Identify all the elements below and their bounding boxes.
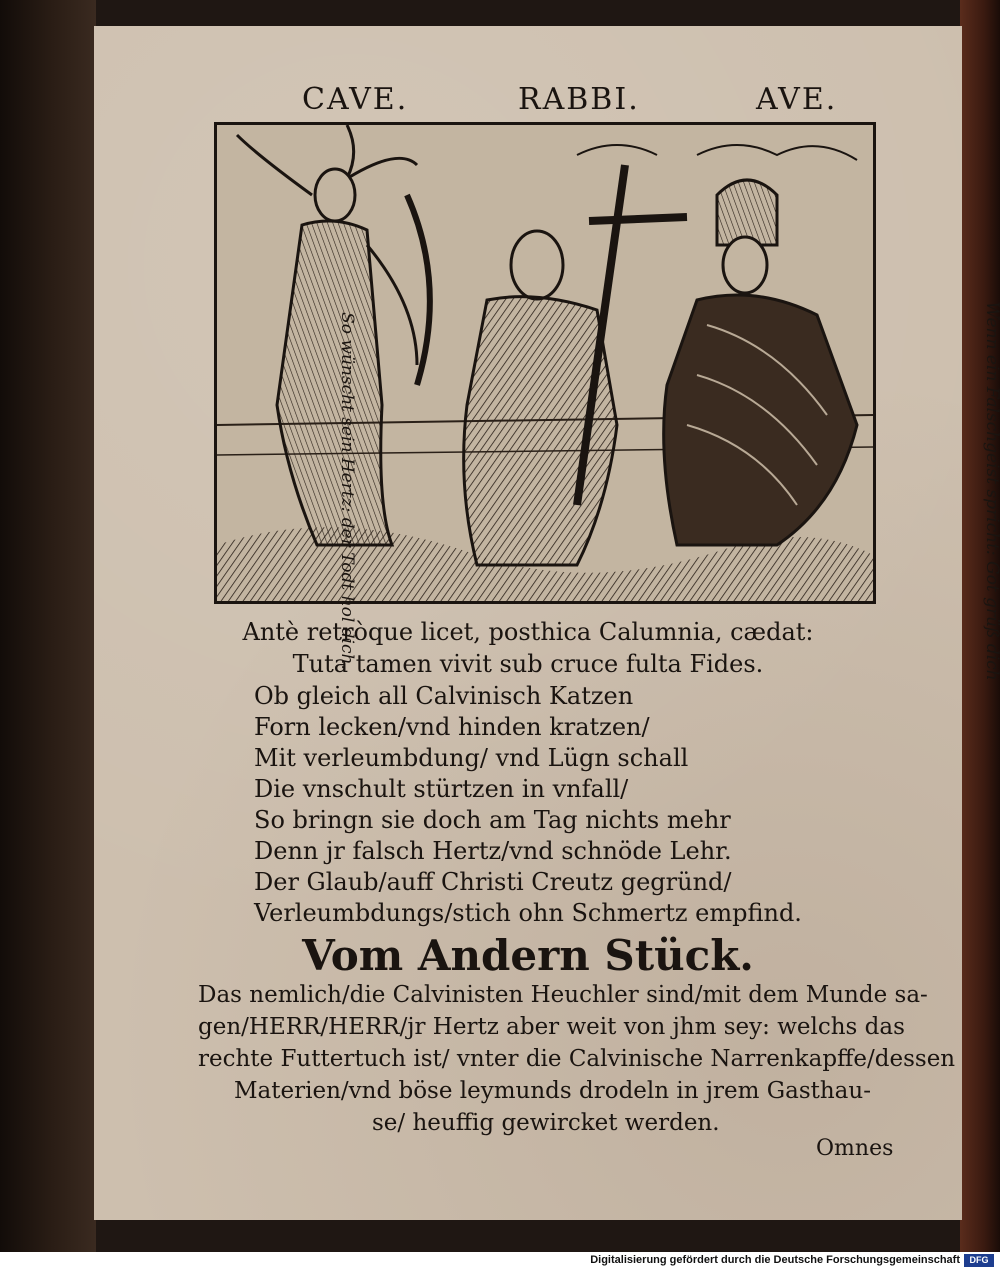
dfg-logo: DFG [964, 1254, 994, 1267]
woodcut-caption-left: So wünscht sein Hertz: der Todt hol dich. [337, 312, 357, 670]
footer-bar [0, 1252, 1000, 1270]
header-left: CAVE. [302, 82, 409, 117]
verse-line-3: Mit verleumbdung/ vnd Lügn schall [254, 744, 689, 772]
section-heading: Vom Andern Stück. [302, 931, 754, 980]
verse-line-5: So bringn sie doch am Tag nichts mehr [254, 806, 731, 834]
verse-line-7: Der Glaub/auff Christi Creutz gegründ/ [254, 868, 732, 896]
prose-line-3: rechte Futtertuch ist/ vnter die Calvinische Narrenkapffe/dessen [198, 1046, 956, 1072]
latin-line-2: Tuta tamen vivit sub cruce fulta Fides. [292, 650, 764, 678]
prose-line-1: Das nemlich/die Calvinisten Heuchler sind/mit dem Munde sa- [198, 982, 928, 1008]
header-right: AVE. [756, 82, 838, 117]
woodcut-caption-right: Wenn ein Falschgeist spricht: Got grüß dich [982, 301, 1002, 681]
book-page [94, 26, 1002, 1220]
verse-line-6: Denn jr falsch Hertz/vnd schnöde Lehr. [254, 837, 732, 865]
verse-line-8: Verleumbdungs/stich ohn Schmertz empfind. [254, 899, 802, 927]
verse-line-1: Ob gleich all Calvinisch Katzen [254, 682, 634, 710]
prose-line-2: gen/HERR/HERR/jr Hertz aber weit von jhm sey: welchs das [198, 1014, 905, 1040]
verse-line-4: Die vnschult stürtzen in vnfall/ [254, 775, 629, 803]
latin-line-1: Antè retròque licet, posthica Calumnia, cædat: [242, 618, 814, 646]
verse-line-2: Forn lecken/vnd hinden kratzen/ [254, 713, 650, 741]
header-center: RABBI. [518, 82, 640, 117]
footer-credit: Digitalisierung gefördert durch die Deutsche Forschungsgemeinschaft [590, 1254, 960, 1266]
book-spine [0, 0, 96, 1252]
prose-line-5: se/ heuffig gewircket werden. [372, 1110, 720, 1136]
prose-line-4: Materien/vnd böse leymunds drodeln in jrem Gasthau- [234, 1078, 871, 1104]
catchword: Omnes [816, 1136, 894, 1161]
